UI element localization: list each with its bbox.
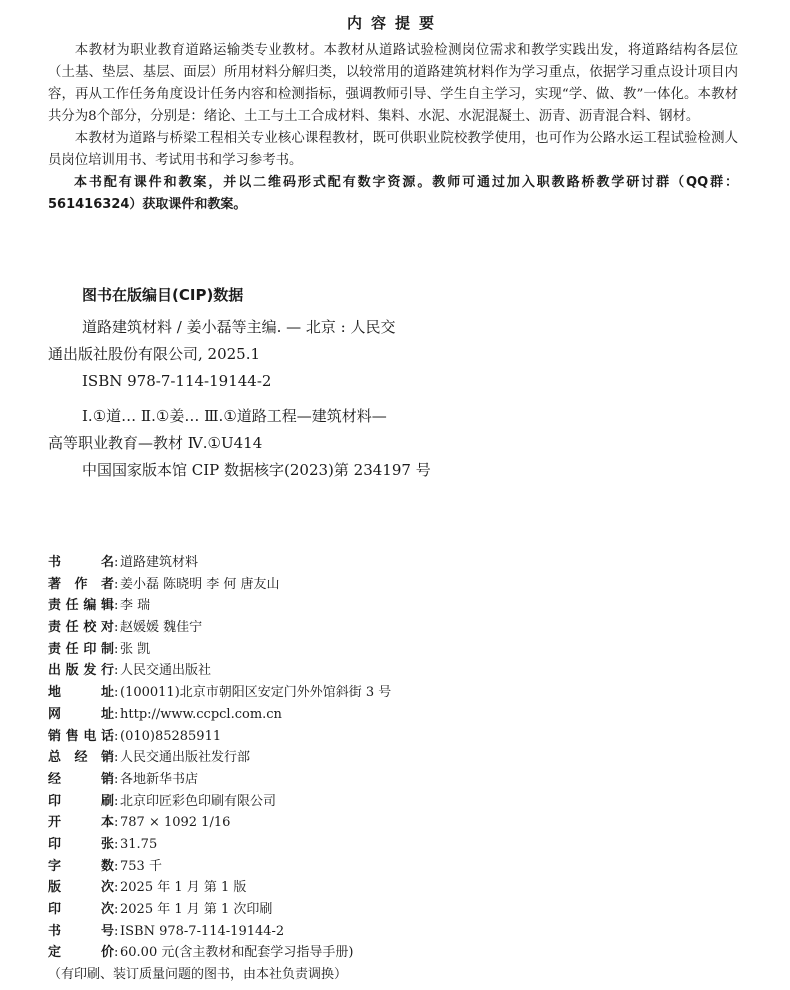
- colophon-value: ISBN 978-7-114-19144-2: [120, 923, 285, 939]
- colophon-row: 地址 : (100011)北京市朝阳区安定门外外馆斜街 3 号: [48, 682, 748, 704]
- colophon-row: 经销 : 各地新华书店: [48, 769, 748, 791]
- colophon-label: 总经销: [48, 750, 114, 766]
- summary-paragraph: 本教材为道路与桥梁工程相关专业核心课程教材，既可供职业院校教学使用，也可作为公路水运工程试验检测人员岗位培训用书、考试用书和学习参考书。: [48, 131, 738, 168]
- colophon-row: 责任编辑 : 李 瑞: [48, 595, 748, 617]
- colophon-value: 北京印匠彩色印刷有限公司: [120, 793, 277, 809]
- colophon-row: 总经销 : 人民交通出版社发行部: [48, 747, 748, 769]
- colophon-value: 姜小磊 陈晓明 李 何 唐友山: [120, 576, 280, 592]
- colophon-row: 版次 : 2025 年 1 月 第 1 版: [48, 877, 748, 899]
- colophon-label: 开本: [48, 815, 114, 831]
- colophon-label: 定价: [48, 945, 114, 961]
- colophon-label: 责任校对: [48, 620, 114, 636]
- colophon-value: 张 凯: [120, 641, 151, 657]
- colophon: [48, 552, 748, 986]
- colophon-value: 2025 年 1 月 第 1 次印刷: [120, 902, 273, 917]
- colophon-label: 网址: [48, 706, 114, 722]
- colophon-value: 60.00 元(含主教材和配套学习指导手册): [120, 945, 354, 961]
- colophon-label: 销售电话: [48, 728, 114, 744]
- colophon-label: 印次: [48, 902, 114, 917]
- cip-data-block: [48, 314, 748, 484]
- colophon-label: 书名: [48, 555, 114, 570]
- colophon-value: 道路建筑材料: [120, 555, 199, 570]
- colophon-label: 出版发行: [48, 663, 114, 679]
- summary-paragraph: 本教材为职业教育道路运输类专业教材。本教材从道路试验检测岗位需求和教学实践出发，将道路结构各层位（土基、垫层、基层、面层）所用材料分解归类，以较常用的道路建筑材料作为学习重点，依据学习重点设计项目内容，再从工作任务角度设计任务内容和检测指标，强调教师引导、学生自主学习，实现“学、做、教”一体化。本教材共分为8个部分，分别是：绪论、土工与土工合成材料、集料、水泥、水泥混凝土、沥青、沥青混合料、钢材。: [48, 43, 738, 124]
- colophon-row: 销售电话 : (010)85285911: [48, 726, 748, 748]
- colophon-value: (010)85285911: [120, 728, 222, 744]
- colophon-row: 开本 : 787 × 1092 1/16: [48, 812, 748, 834]
- cip-isbn-line: ISBN 978-7-114-19144-2: [82, 372, 272, 390]
- colophon-value: 2025 年 1 月 第 1 版: [120, 880, 247, 896]
- colophon-row: 字数 : 753 千: [48, 856, 748, 878]
- colophon-value: http://www.ccpcl.com.cn: [120, 706, 282, 722]
- summary-resource-note: 本书配有课件和教案，并以二维码形式配有数字资源。教师可通过加入职教路桥教学研讨群（QQ群：561416324）获取课件和教案。: [48, 175, 738, 212]
- cip-classification-line: 高等职业教育—教材 Ⅳ.①U414: [48, 434, 263, 452]
- colophon-row: 著作者 : 姜小磊 陈晓明 李 何 唐友山: [48, 574, 748, 596]
- colophon-row: 书号 : ISBN 978-7-114-19144-2: [48, 921, 748, 943]
- colophon-label: 印刷: [48, 793, 114, 809]
- cip-record-number-line: 中国国家版本馆 CIP 数据核字(2023)第 234197 号: [82, 461, 431, 479]
- cip-publisher-line: 通出版社股份有限公司, 2025.1: [48, 345, 261, 363]
- colophon-value: 人民交通出版社: [120, 663, 212, 679]
- colophon-label: 版次: [48, 880, 114, 896]
- colophon-label: 书号: [48, 923, 114, 939]
- quality-notice: （有印刷、装订质量问题的图书，由本社负责调换）: [48, 967, 348, 983]
- colophon-value: 各地新华书店: [120, 771, 199, 787]
- colophon-value: 人民交通出版社发行部: [120, 750, 251, 766]
- colophon-value: 李 瑞: [120, 598, 151, 614]
- colophon-value: 787 × 1092 1/16: [120, 815, 231, 831]
- colophon-value: 赵媛媛 魏佳宁: [120, 620, 203, 636]
- colophon-row: 印张 : 31.75: [48, 834, 748, 856]
- colophon-row: 书名 : 道路建筑材料: [48, 552, 748, 574]
- colophon-row: 定价 : 60.00 元(含主教材和配套学习指导手册): [48, 942, 748, 964]
- colophon-value: 753 千: [120, 858, 162, 874]
- colophon-label: 责任编辑: [48, 598, 114, 614]
- colophon-label: 印张: [48, 836, 114, 852]
- colophon-label: 著作者: [48, 576, 114, 592]
- summary-title: 内容提要: [346, 14, 443, 32]
- colophon-value: 31.75: [120, 836, 158, 852]
- colophon-label: 经销: [48, 771, 114, 787]
- colophon-label: 字数: [48, 858, 114, 874]
- colophon-row: 网址 : http://www.ccpcl.com.cn: [48, 704, 748, 726]
- colophon-row: 出版发行 : 人民交通出版社: [48, 660, 748, 682]
- colophon-value: (100011)北京市朝阳区安定门外外馆斜街 3 号: [120, 685, 392, 701]
- cip-classification-line: Ⅰ.①道… Ⅱ.①姜… Ⅲ.①道路工程—建筑材料—: [82, 407, 387, 425]
- colophon-label: 责任印制: [48, 641, 114, 657]
- cip-title-line: 道路建筑材料 / 姜小磊等主编. — 北京 : 人民交: [82, 318, 396, 336]
- cip-heading: 图书在版编目(CIP)数据: [82, 286, 244, 304]
- summary-section: [48, 40, 738, 216]
- colophon-row: 印刷 : 北京印匠彩色印刷有限公司: [48, 791, 748, 813]
- colophon-label: 地址: [48, 685, 114, 701]
- colophon-row: 责任校对 : 赵媛媛 魏佳宁: [48, 617, 748, 639]
- colophon-row: 印次 : 2025 年 1 月 第 1 次印刷: [48, 899, 748, 921]
- colophon-row: 责任印制 : 张 凯: [48, 639, 748, 661]
